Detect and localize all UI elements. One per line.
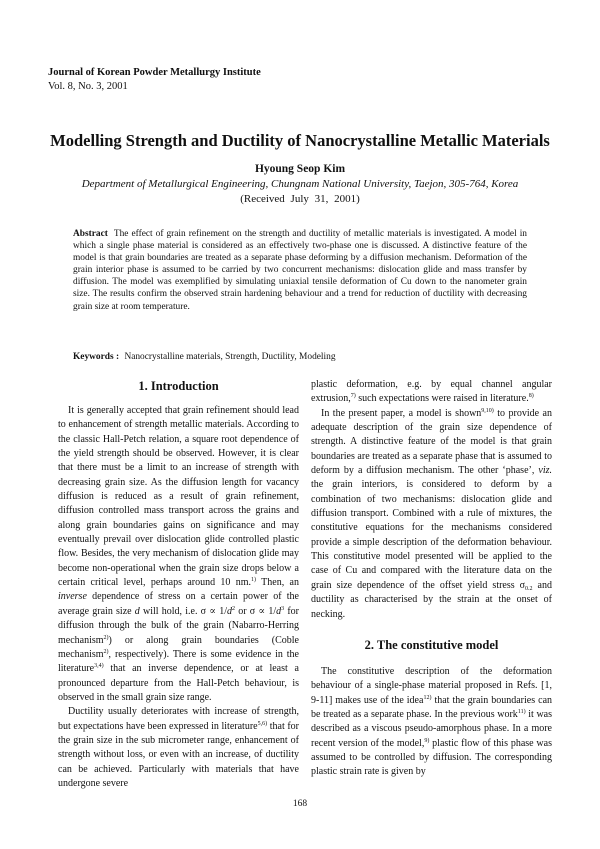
keywords [73, 351, 527, 363]
author-name: Hyoung Seop Kim [254, 163, 346, 175]
abstract-label: Abstract [73, 229, 108, 239]
section-heading-constitutive-model: 2. The constitutive model [364, 637, 499, 652]
section-heading-introduction: 1. Introduction [138, 379, 219, 393]
model-paragraph-1: The constitutive description of the deformation behaviour of a single-phase material proposed in Refs. [1, 9-11] makes use of the idea$^{12)}$ that the grain boundaries can be treated as a separate phase. In the previous work$^{11)}$ it was described as a viscous pseudo-amorphous phase. In a more recent version of the model,$^{9)}$ plastic flow of this phase was assumed to be controlled by diffusion. The corresponding plastic strain rate is given by [311, 665, 553, 778]
received-date: (Received July 31, 2001) [240, 193, 360, 205]
keywords-label: Keywords : [73, 352, 120, 362]
right-column [311, 378, 552, 780]
intro-paragraph-1: It is generally accepted that grain refinement should lead to enhancement of strength metallic materials. According to the classic Hall-Petch relation, a square root dependence of the yield strength should be observed. However, it is clear that there must be a limit to an increase of strength with decreasing grain size. As the diffusion length for vacancy diffusion is reduced as a result of grain refinement, diffusion controlled mass transport across the grains and along grain boundaries gains on significance and may eventually prevail over dislocation glide controlled plastic flow. Besides, the very mechanism of dislocation glide may become non-operational when the grain size drops below a certain critical level, perhaps around 10 nm.$^{1)}$ Then, an inverse dependence of stress on a certain power of the average grain size d will hold, i.e. $\sigma \propto 1/d^2$ or $\sigma \propto 1/d^3$ for diffusion through the bulk of the grain (Nabarro-Herring mechanism$^{2)}$) or along grain boundaries (Coble mechanism$^{2)}$, respectively). There is some evidence in the literature$^{3,4)}$ that an inverse dependence, or at least a pronounced departure from the Hall-Petch behaviour, is observed in the small grain size range. [58, 405, 299, 703]
intro-paragraph-2-continued: plastic deformation, e.g. by equal channel angular extrusion,$^{7)}$ such expectations were raised in literature.$^{8)}$ [311, 379, 552, 405]
journal-header [48, 66, 261, 94]
left-column [58, 376, 299, 791]
author-affiliation: Department of Metallurgical Engineering, Chungnam National University, Taejon, 305-764, Korea [81, 178, 519, 190]
keywords-text: Nanocrystalline materials, Strength, Ductility, Modeling [124, 352, 336, 362]
intro-paragraph-2: Ductility usually deteriorates with increase of strength, but expectations have been expressed in literature$^{5,6)}$ that for the grain size in the sub micrometer range, enhancement of strength without loss, or even with an increase, of ductility can be achieved. Particularly with materials that have undergone severe [58, 706, 300, 789]
intro-paragraph-3: In the present paper, a model is shown$^{9,10)}$ to provide an adequate description of the grain size dependence of strength. A distinctive feature of the model is that grain boundaries are treated as a separate phase that is assumed to deform by a diffusion mechanism. The other ‘phase’, viz. the grain interiors, is considered to deform by a combination of two mechanisms: dislocation glide and diffusion transport. Combined with a rule of mixtures, the constitutive equations for the mechanisms considered provide a simple description of the deformation behaviour. This constitutive model presented will be applied to the case of Cu and compared with the literature data on the grain size dependence of the offset yield stress $\sigma_{0.2}$ and ductility as characterised by the strain at the onset of necking. [311, 407, 552, 620]
journal-volume: Vol. 8, No. 3, 2001 [48, 81, 128, 92]
page-number: 168 [292, 799, 308, 809]
abstract-text: The effect of grain refinement on the strength and ductility of metallic materials is investigated. A model in which a single phase material is considered as an effectively two-phase one is discussed. A distinctive feature of the model is that grain boundaries are treated as a separate phase deforming by a diffusion mechanism. Deformation of the grain interior phase is assumed to be carried by two concurrent mechanisms: dislocation glide and mass transfer by diffusion. The model was exemplified by simulating uniaxial tensile deformation of Cu down to the nanometer grain size. The results confirm the observed strain hardening behaviour and a trend for reduction of ductility with decreasing grain size at room temperature. [73, 229, 527, 312]
paper-title: Modelling Strength and Ductility of Nanocrystalline Metallic Materials [50, 131, 550, 150]
abstract [73, 228, 527, 313]
journal-name: Journal of Korean Powder Metallurgy Institute [48, 67, 261, 78]
